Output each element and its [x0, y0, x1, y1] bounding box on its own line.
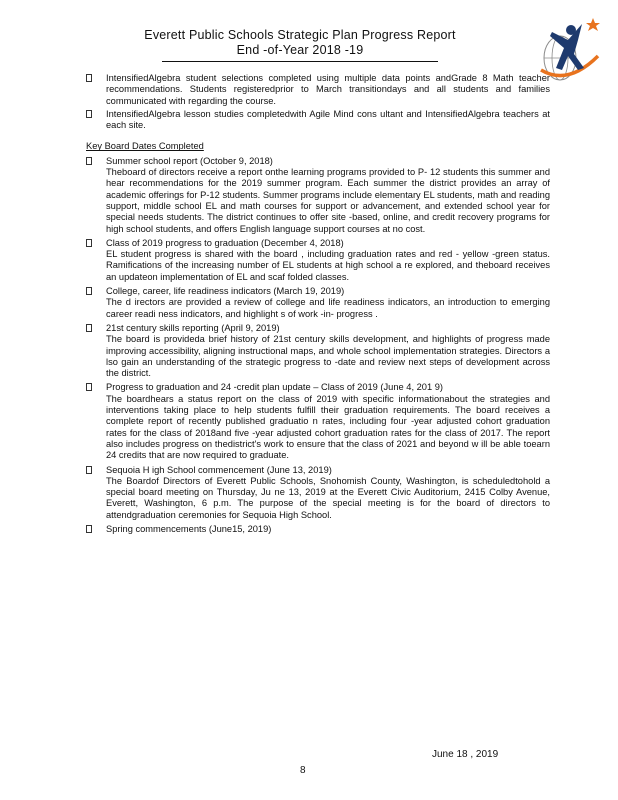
bullet-box-icon	[86, 74, 92, 82]
board-item-description: Theboard of directors receive a report onthe learning programs provided to P- 12 students this summer and hear recommendations for the 2019 summer program. Each summer the district provides an array of academic offerings for P-12 students. Summer programs include elementary EL students, math and reading support, middle school EL and math courses for support or advancement, and extended school year for special needs students. The district continues to offer site -based, online, and credit recovery programs for high school students, and offers English language support courses at no cost.	[106, 167, 550, 234]
intro-item-text: IntensifiedAlgebra student selections completed using multiple data points andGrade 8 Math teacher recommendations. Students registeredprior to March transitiondays and all students and families communicated with regarding the course.	[106, 73, 550, 106]
board-item-description: The board is provideda brief history of 21st century skills development, and highlights of progress made improving accessibility, aligning instructional maps, and whole school implementation strategies. Directors a lso gain an understanding of the strategic progress to -date and review next steps of development across the district.	[106, 334, 550, 379]
board-item-title: Progress to graduation and 24 -credit plan update – Class of 2019 (June 4, 201 9)	[106, 382, 443, 393]
board-date-item	[86, 238, 550, 283]
intro-list-item	[86, 109, 550, 132]
report-subtitle: End -of-Year 2018 -19	[236, 43, 364, 57]
board-item-description: The Boardof Directors of Everett Public Schools, Snohomish County, Washington, is scheduledtohold a special board meeting on Thursday, Ju ne 13, 2019 at the Everett Civic Auditorium, 2415 Colby Avenue, Everett, Washington, 6 p.m. The purpose of the special meeting is for the board of directors to attendgraduation ceremonies for Sequoia High School.	[106, 475, 550, 520]
section-title: Key Board Dates Completed	[86, 141, 204, 152]
board-item-title: Summer school report (October 9, 2018)	[106, 155, 273, 166]
board-item-title: 21st century skills reporting (April 9, 2019)	[106, 322, 280, 333]
board-date-item	[86, 465, 550, 521]
bullet-box-icon	[86, 110, 92, 118]
bullet-box-icon	[86, 287, 92, 295]
footer-date: June 18 , 2019	[432, 749, 499, 760]
board-date-item	[86, 286, 550, 320]
board-item-title: College, career, life readiness indicators (March 19, 2019)	[106, 286, 345, 297]
header-underline	[162, 61, 438, 62]
page-number: 8	[300, 765, 306, 776]
bullet-box-icon	[86, 383, 92, 391]
bullet-box-icon	[86, 525, 92, 533]
board-item-title: Sequoia H igh School commencement (June 13, 2019)	[106, 464, 332, 475]
bullet-box-icon	[86, 239, 92, 247]
board-item-title: Spring commencements (June15, 2019)	[106, 523, 272, 534]
intro-list-item	[86, 73, 550, 107]
report-title: Everett Public Schools Strategic Plan Progress Report	[144, 28, 456, 42]
board-item-description: EL student progress is shared with the board , including graduation rates and red - yellow -green status. Ramifications of the increasing number of EL students at high school a re explored, and theboard receives an updateon implementation of EL and scaf folded classes.	[106, 249, 550, 282]
report-header	[120, 28, 480, 62]
board-date-item	[86, 323, 550, 379]
bullet-box-icon	[86, 157, 92, 165]
board-item-description: The d irectors are provided a review of college and life readiness indicators, an introduction to emerging career readi ness indicators, and highlight s of work -in- progress .	[106, 297, 550, 319]
board-date-item	[86, 156, 550, 235]
bullet-box-icon	[86, 466, 92, 474]
board-item-title: Class of 2019 progress to graduation (December 4, 2018)	[106, 237, 344, 248]
board-item-description: The boardhears a status report on the class of 2019 with specific informationabout the strategies and interventions taking place to help students fulfill their graduation requirements. The board receives a complete report of recently published graduatio n rates, including four -year adjusted cohort graduation rates for the class of 2018and five -year adjusted cohort graduation rates for the class of 2017. The report also includes progress on thedistrict's work to ensure that the class of 2021 and beyond w ill be able toearn 24 credits that are now required to graduate.	[106, 393, 550, 461]
bullet-box-icon	[86, 324, 92, 332]
board-date-item	[86, 382, 550, 461]
intro-item-text: IntensifiedAlgebra lesson studies completedwith Agile Mind cons ultant and IntensifiedAlgebra teachers at each site.	[106, 108, 550, 131]
board-date-item	[86, 524, 550, 535]
report-body	[86, 73, 550, 538]
